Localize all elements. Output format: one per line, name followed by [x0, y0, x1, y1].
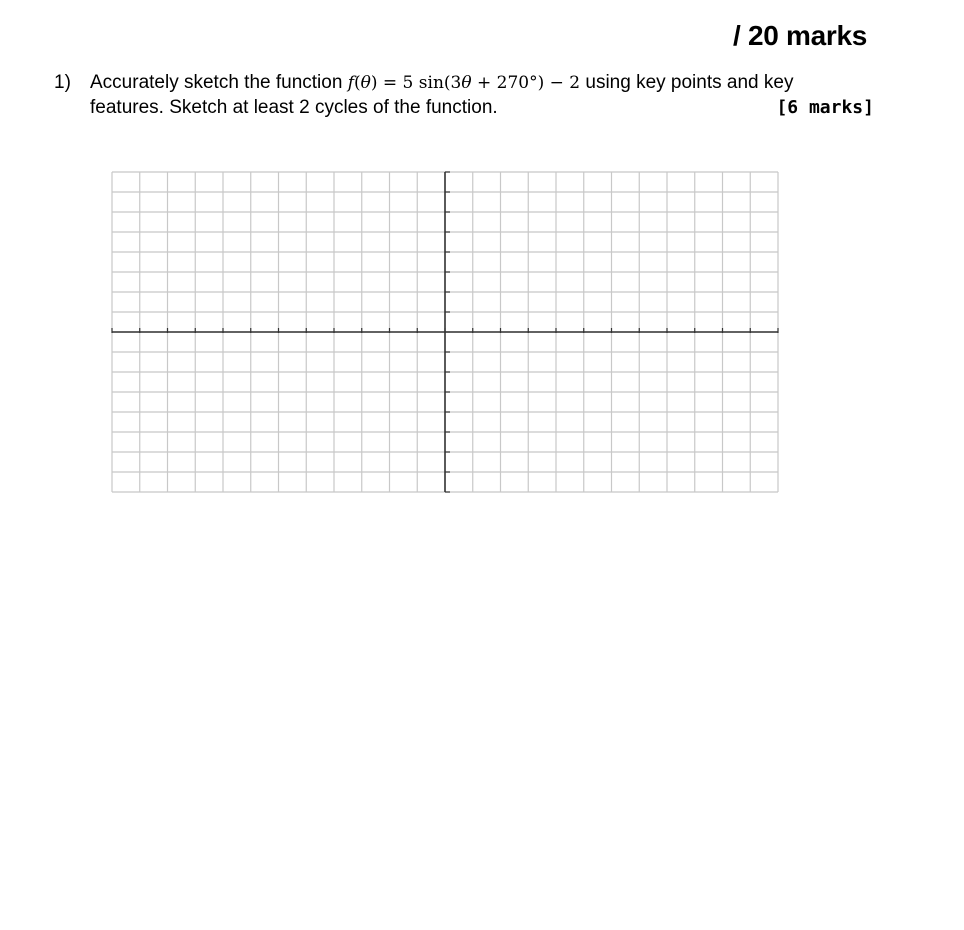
question-line-2: features. Sketch at least 2 cycles of the function.: [90, 97, 498, 118]
question-marks: [6 marks]: [776, 97, 874, 118]
question-text-start: Accurately sketch the function: [90, 72, 348, 93]
question-text-end: using key points and key: [580, 72, 794, 93]
question-number: 1): [54, 72, 71, 93]
function-expression: f(θ) = 5 sin(3θ + 270°) − 2: [347, 73, 581, 93]
total-marks: / 20 marks: [733, 20, 867, 51]
